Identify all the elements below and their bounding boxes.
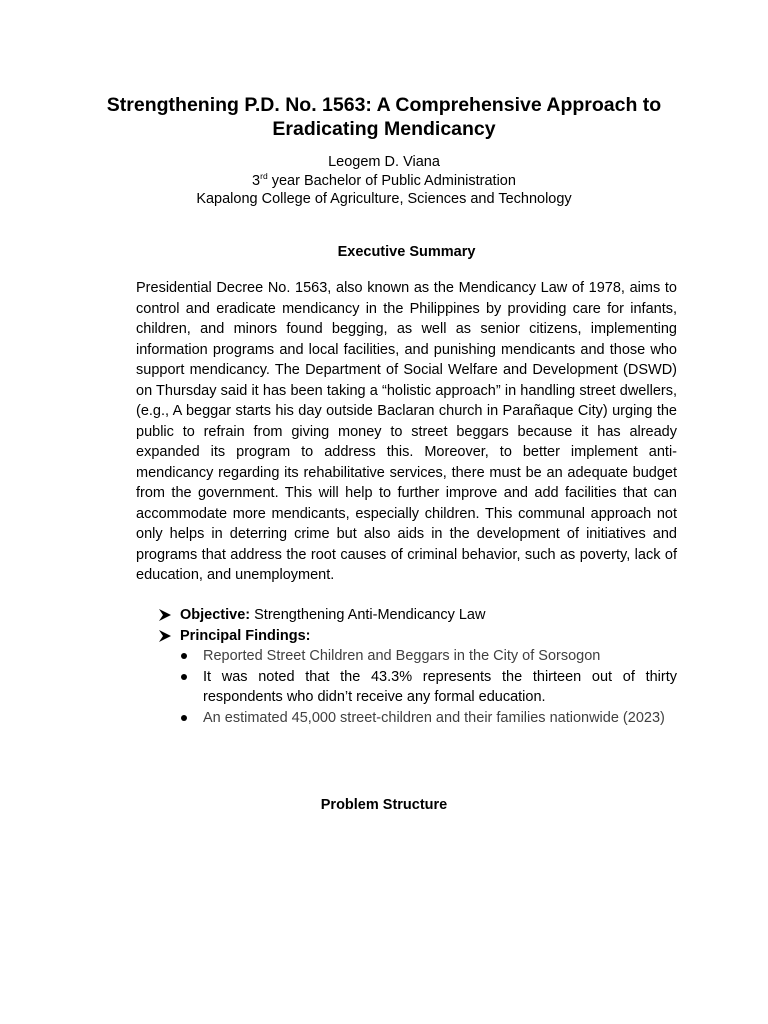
title-line-1: Strengthening P.D. No. 1563: A Comprehensive Approach to (106, 94, 662, 116)
title-line-2: Eradicating Mendicancy (272, 118, 496, 140)
executive-summary-paragraph: Presidential Decree No. 1563, also known as the Mendicancy Law of 1978, aims to control and eradicate mendicancy in the Philippines by providing care for infants, children, and minors found begging, as well as senior citizens, implementing information programs and local facilities, and punishing mendicants and those who support mendicancy. The Department of Social Welfare and Development (DSWD) on Thursday said it has been taking a “holistic approach” in handling street dwellers, (e.g., A beggar starts his day outside Baclaran church in Parañaque City) urging the public to refrain from giving money to street beggars because it has already expanded its program to address this. Moreover, to better implement anti-mendicancy regarding its rehabilitative services, there must be an adequate budget from the government. This will help to further improve and add facilities that can accommodate more mendicants, especially children. This communal approach not only helps in deterring crime but also aids in the development of initiatives and programs that address the root causes of criminal behavior, such as poverty, lack of education, and unemployment. (136, 280, 677, 583)
bullet-dot-icon (181, 674, 187, 680)
program-text: year Bachelor of Public Administration (267, 172, 516, 189)
arrow-bullet-icon (158, 626, 172, 646)
key-points-list (136, 605, 677, 728)
institution: Kapalong College of Agriculture, Sciences and Technology (196, 191, 572, 207)
arrow-bullet-icon (158, 605, 172, 625)
principal-findings-item (136, 626, 677, 647)
finding-text: An estimated 45,000 street-children and their families nationwide (2023) (203, 709, 665, 726)
finding-item (136, 646, 677, 667)
bullet-dot-icon (181, 653, 187, 659)
finding-item (136, 708, 677, 729)
finding-item (136, 667, 677, 708)
principal-findings-label: Principal Findings: (180, 627, 311, 644)
objective-item (136, 605, 677, 626)
objective-label: Objective: (180, 607, 251, 623)
author-name: Leogem D. Viana (328, 154, 440, 170)
bullet-dot-icon (181, 715, 187, 721)
author-program (100, 172, 668, 191)
problem-structure-heading: Problem Structure (320, 797, 448, 813)
year-suffix: rd (260, 170, 268, 181)
objective-text: Strengthening Anti-Mendicancy Law (250, 607, 486, 623)
executive-summary-heading: Executive Summary (337, 244, 476, 260)
finding-text: Reported Street Children and Beggars in the City of Sorsogon (203, 648, 601, 664)
year-number: 3 (252, 172, 261, 189)
author-block (100, 153, 668, 209)
finding-text: It was noted that the 43.3% represents the thirteen out of thirty respondents who didn’t receive any formal education. (203, 668, 677, 705)
document-title (80, 93, 688, 141)
